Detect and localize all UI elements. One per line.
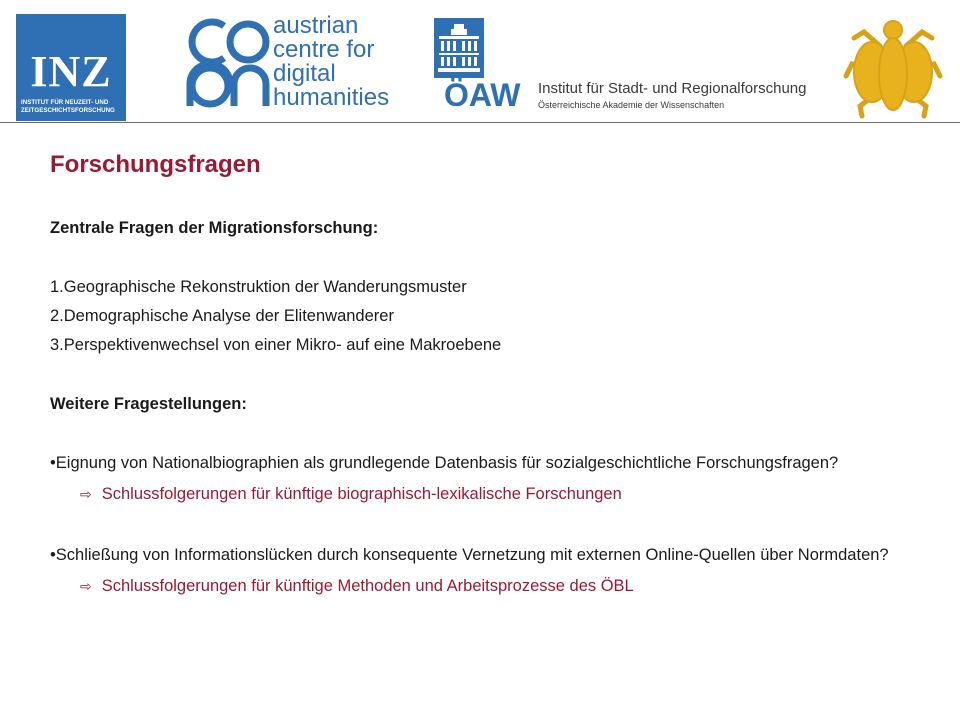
inz-logo-subline-1: INSTITUT FÜR NEUZEIT- UND [21,99,109,106]
acdh-line-3: digital [273,60,336,87]
list-item: 1.Geographische Rekonstruktion der Wanderungsmuster [50,278,467,296]
inz-logo-subtitle [21,99,123,115]
further-question-1 [50,453,910,505]
bee-logo-icon [842,16,944,120]
header-divider [0,122,960,123]
logo-bar [0,0,960,124]
acdh-line-4: humanities [273,84,390,111]
question-text: •Schließung von Informationslücken durch konsequente Vernetzung mit externen Online-Quellen über Normdaten? [50,546,889,564]
acdh-line-1: austrian [273,12,359,39]
question-text: •Eignung von Nationalbiographien als grundlegende Datenbasis für sozialgeschichtliche Forschungsfragen? [50,454,839,472]
slide-content [50,218,910,597]
list-item: 3.Perspektivenwechsel von einer Mikro- auf eine Makroebene [50,336,502,354]
central-questions-heading: Zentrale Fragen der Migrationsforschung: [50,219,379,237]
acdh-line-2: centre for [273,36,375,63]
acdh-logo-mark [182,16,270,112]
conclusion-line [80,576,910,597]
inz-logo-letters: INZ [30,47,112,96]
list-item: 2.Demographische Analyse der Elitenwanderer [50,307,394,325]
arrow-right-icon: ⇨ [80,578,92,594]
oaw-building-icon [434,18,484,78]
oaw-institute-name: Institut für Stadt- und Regionalforschung [538,80,807,97]
oaw-academy-name: Österreichische Akademie der Wissenschaften [538,100,725,110]
acdh-logo-text [273,14,389,110]
conclusion-line [80,484,910,505]
arrow-right-icon: ⇨ [80,486,92,502]
further-question-2 [50,545,910,597]
inz-logo [16,14,126,121]
oaw-logo-letters: ÖAW [444,77,521,113]
inz-logo-subline-2: ZEITGESCHICHTSFORSCHUNG [21,107,115,114]
conclusion-text: Schlussfolgerungen für künftige biographisch-lexikalische Forschungen [101,485,622,503]
slide-title: Forschungsfragen [50,151,261,178]
further-questions-heading: Weitere Fragestellungen: [50,395,247,413]
conclusion-text: Schlussfolgerungen für künftige Methoden und Arbeitsprozesse des ÖBL [101,577,634,595]
central-questions-list [50,277,910,356]
